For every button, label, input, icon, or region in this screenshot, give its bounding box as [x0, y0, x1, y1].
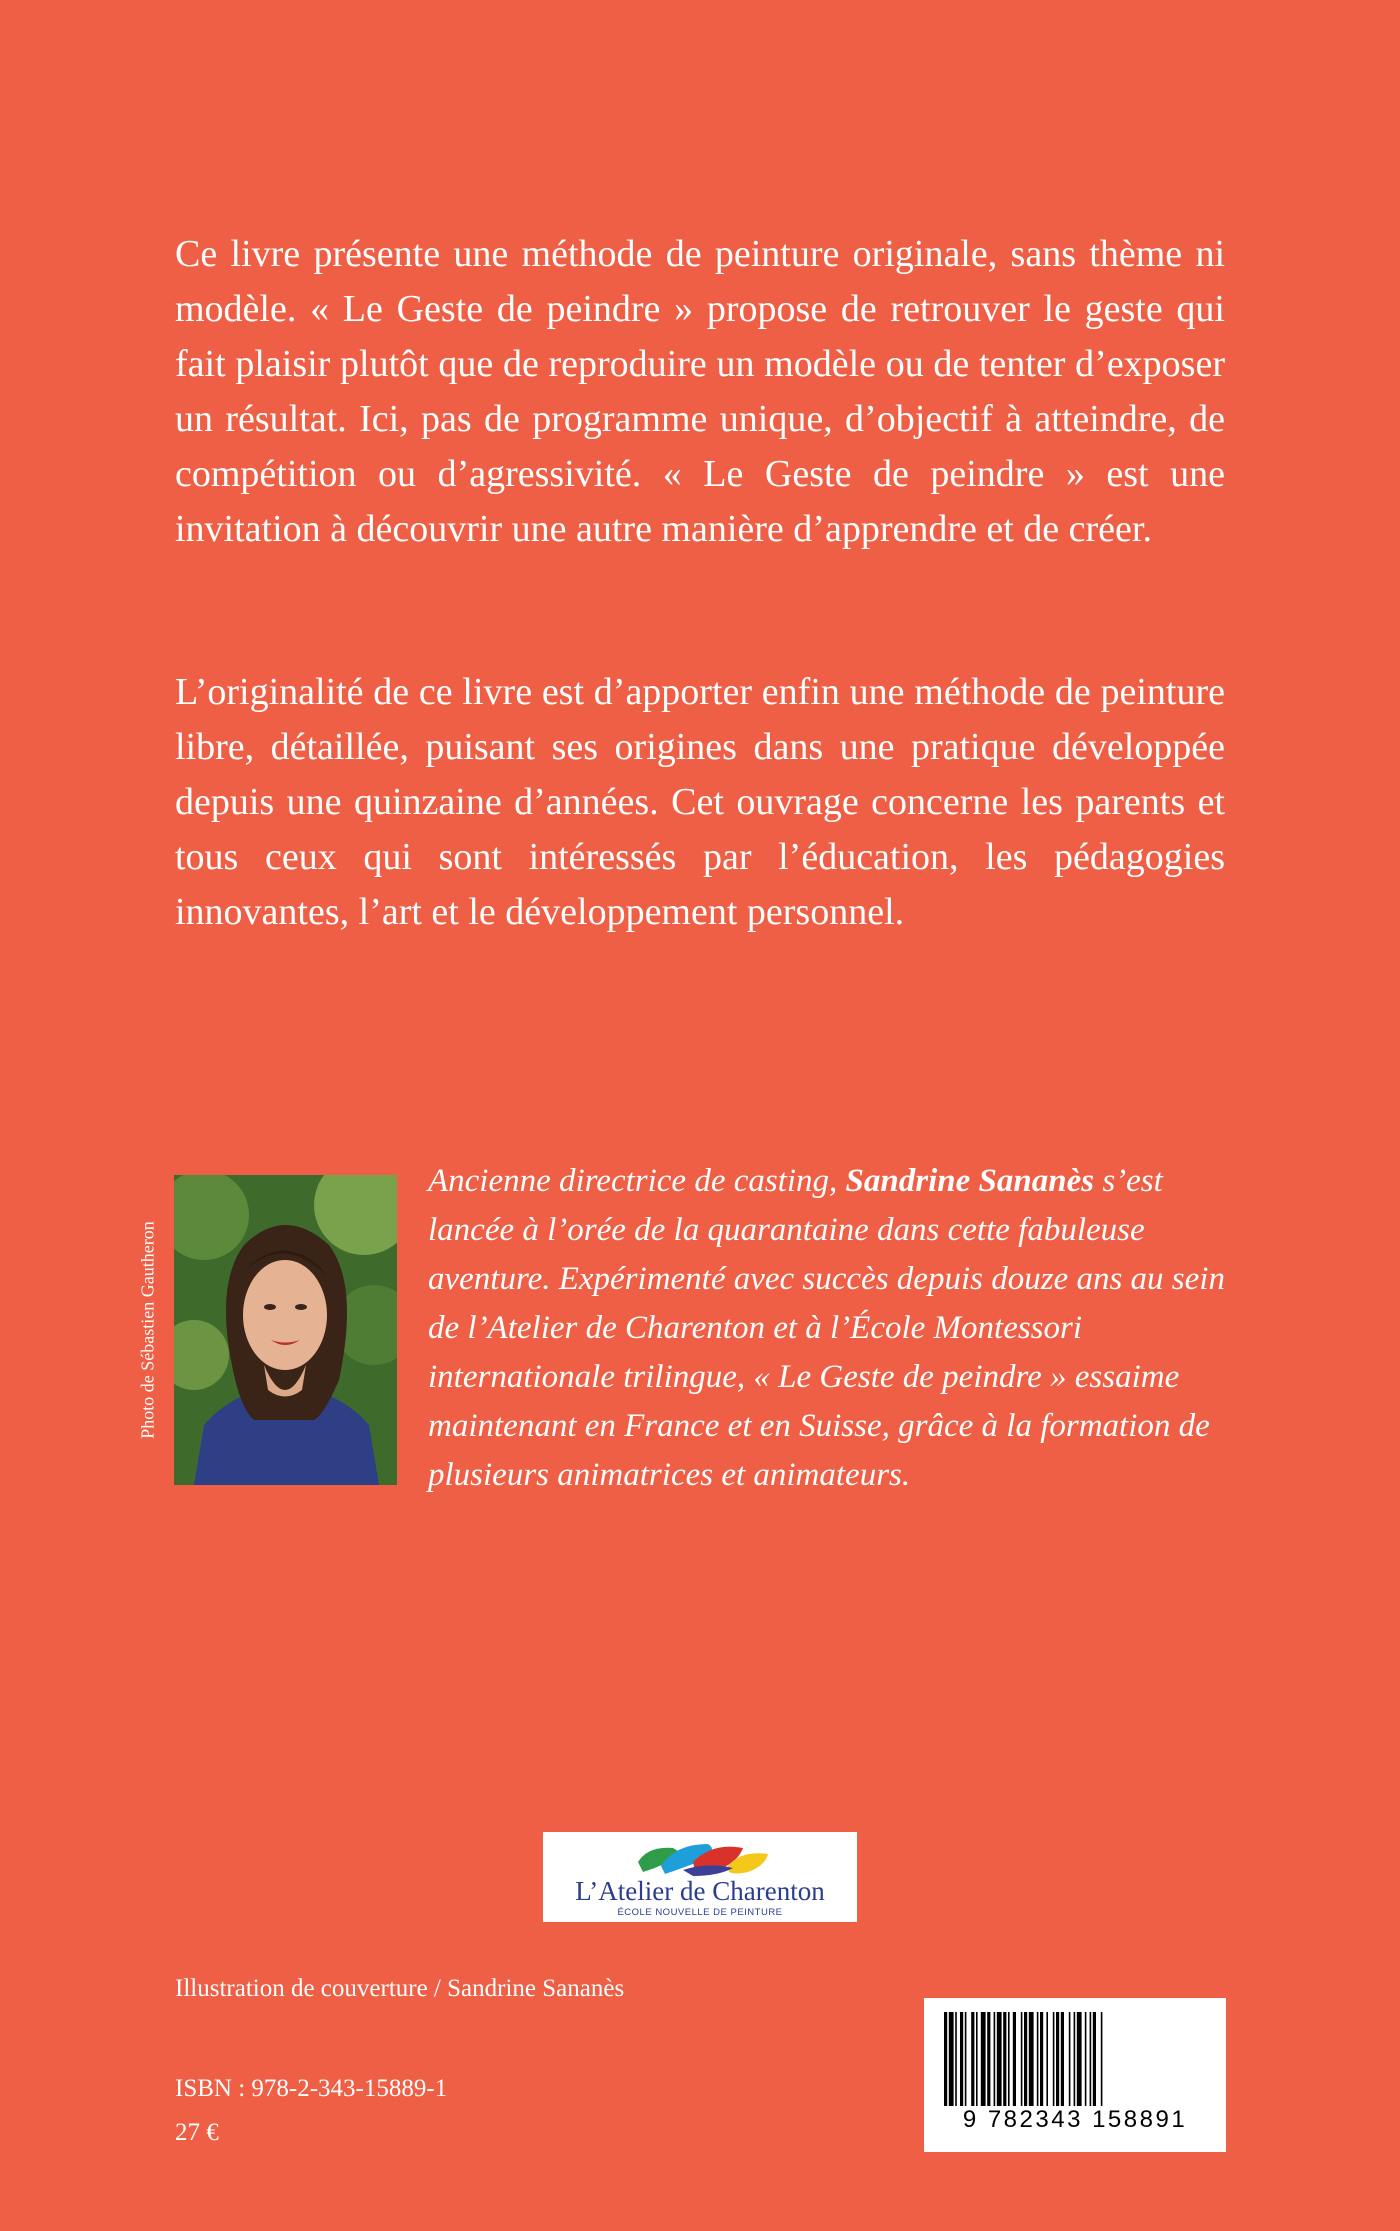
- barcode-bar: [1093, 2012, 1096, 2106]
- barcode-bar: [1090, 2012, 1092, 2106]
- publisher-logo: [543, 1832, 857, 1922]
- barcode-bar: [1040, 2012, 1043, 2106]
- barcode-bar: [1085, 2012, 1087, 2106]
- barcode-bar: [955, 2012, 957, 2106]
- author-bio: [428, 1157, 1225, 1500]
- barcode-bar: [1008, 2012, 1010, 2106]
- barcode-bar: [1077, 2012, 1082, 2106]
- barcode-bar: [1021, 2012, 1023, 2106]
- barcode-bar: [1029, 2012, 1034, 2106]
- publisher-tagline: ÉCOLE NOUVELLE DE PEINTURE: [617, 1907, 783, 1918]
- barcode-bar: [960, 2012, 963, 2106]
- barcode-bar: [1069, 2012, 1071, 2106]
- barcode-bar: [1101, 2012, 1103, 2106]
- author-name: Sandrine Sananès: [845, 1163, 1095, 1199]
- barcode-bar: [981, 2012, 986, 2106]
- barcode-bar: [1061, 2012, 1064, 2106]
- barcode-bar: [1074, 2012, 1076, 2106]
- barcode-bar: [1024, 2012, 1027, 2106]
- author-photo: [174, 1175, 397, 1485]
- barcode-bar: [1046, 2012, 1048, 2106]
- barcode-bar: [1053, 2012, 1055, 2106]
- blurb-paragraph-2: L’originalité de ce livre est d’apporter enfin une méthode de peinture libre, détaillée, puisant ses origines dans une pratique développée depuis une quinzaine d’années. Cet ouvrage concerne les parents et tous ceux qui sont intéressés par l’éducation, les pédagogies innovantes, l’art et le développement personnel.: [175, 671, 1225, 933]
- barcode-bar: [987, 2012, 990, 2106]
- barcode-bar: [971, 2012, 974, 2106]
- cover-credit: Illustration de couverture / Sandrine Sananès: [175, 1975, 625, 2002]
- barcode-bar: [1037, 2012, 1039, 2106]
- bio-rest: s’est lancée à l’orée de la quarantaine dans cette fabuleuse aventure. Expérimenté avec succès depuis douze ans au sein de l’Atelier de Charenton et à l’École Montessori internationale trilingue, « Le Geste de peindre » essaime maintenant en France et en Suisse, grâce à la formation de plusieurs animatrices et animateurs.: [428, 1163, 1225, 1493]
- barcode-bar: [965, 2012, 967, 2106]
- barcode-bar: [994, 2012, 996, 2106]
- barcode-bar: [1003, 2012, 1006, 2106]
- publisher-name: L’Atelier de Charenton: [575, 1876, 825, 1906]
- barcode-bar: [949, 2012, 954, 2106]
- barcode: [924, 1998, 1226, 2152]
- isbn: ISBN : 978-2-343-15889-1: [175, 2075, 448, 2102]
- barcode-bar: [1013, 2012, 1016, 2106]
- barcode-bars: [940, 2012, 1210, 2106]
- price: 27 €: [175, 2119, 219, 2146]
- blurb-paragraph-1: Ce livre présente une méthode de peinture originale, sans thème ni modèle. « Le Geste de peindre » propose de retrouver le geste qui fait plaisir plutôt que de reproduire un modèle ou de tenter d’exposer un résultat. Ici, pas de programme unique, d’objectif à atteindre, de compétition ou d’agressivité. « Le Geste de peindre » est une invitation à découvrir une autre manière d’apprendre et de créer.: [175, 233, 1225, 550]
- bio-intro: Ancienne directrice de casting,: [428, 1163, 846, 1199]
- barcode-bar: [1056, 2012, 1059, 2106]
- barcode-digits: 9 782343 158891: [962, 2106, 1188, 2133]
- barcode-bar: [976, 2012, 978, 2106]
- barcode-bar: [997, 2012, 1002, 2106]
- barcode-bar: [944, 2012, 947, 2106]
- photo-credit: Photo de Sébastien Gautheron: [137, 1221, 158, 1439]
